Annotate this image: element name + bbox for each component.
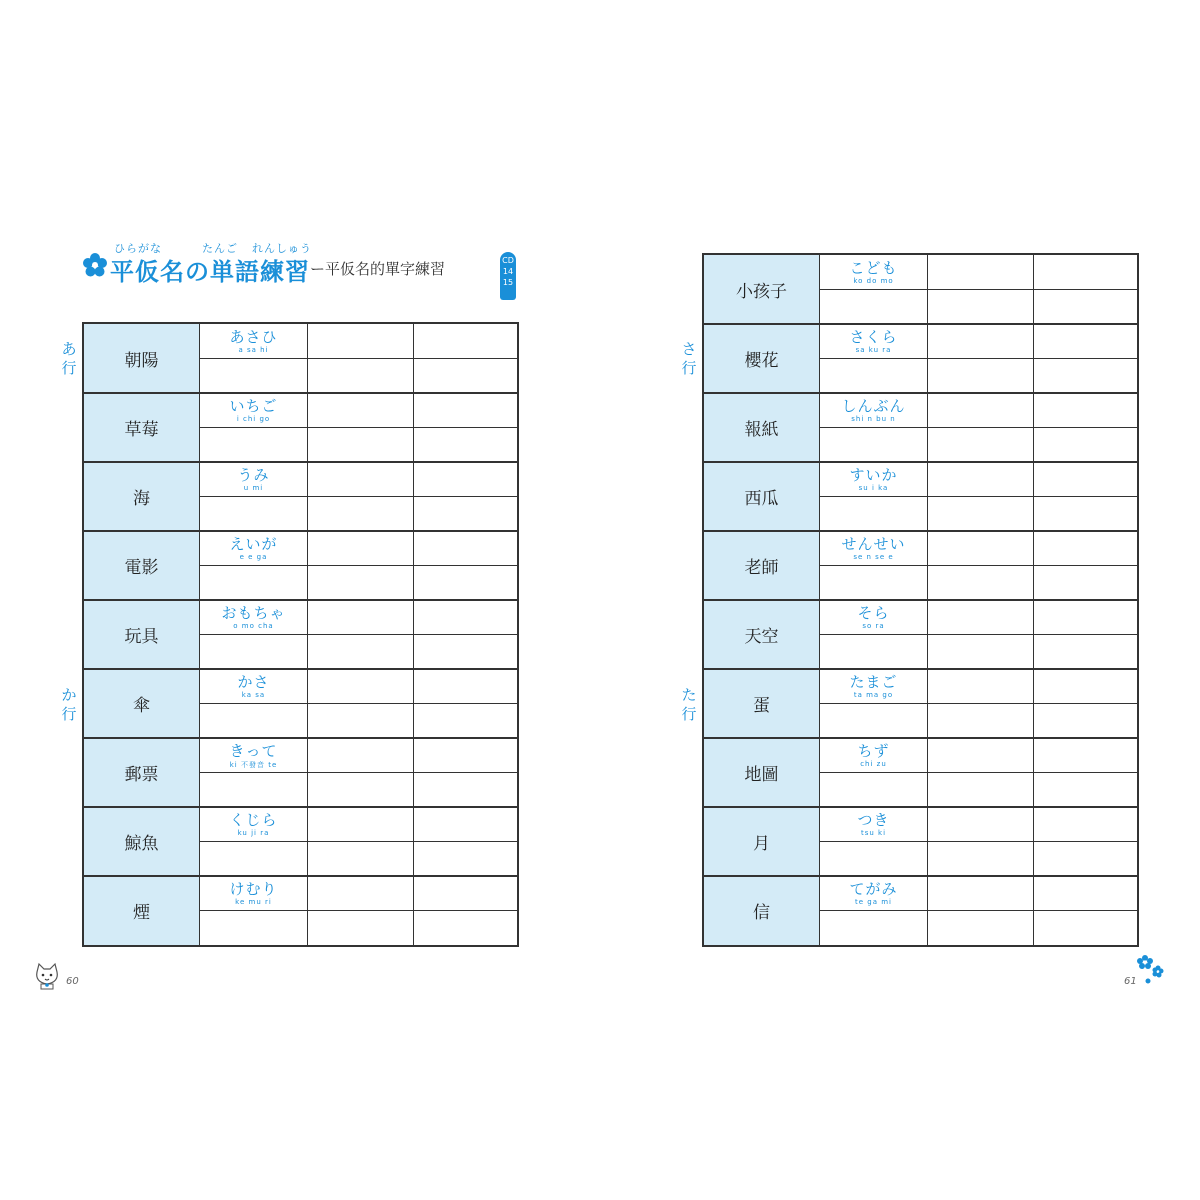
practice-column-divider bbox=[1033, 393, 1034, 462]
practice-column-divider bbox=[307, 324, 308, 393]
practice-column-divider bbox=[413, 669, 414, 738]
page-subtitle: ー平仮名的單字練習 bbox=[310, 260, 446, 278]
practice-column-divider bbox=[927, 324, 928, 393]
page-number-left: 60 bbox=[66, 976, 79, 987]
hiragana-reading: きって bbox=[229, 742, 278, 760]
practice-column-divider bbox=[1033, 807, 1034, 876]
hiragana-reading: ちず bbox=[857, 742, 890, 760]
kanji-word: 海 bbox=[84, 462, 200, 531]
practice-column-divider bbox=[1033, 738, 1034, 807]
page-title-block bbox=[82, 240, 522, 300]
flower-cluster-icon bbox=[1132, 952, 1166, 986]
practice-column-divider bbox=[1033, 669, 1034, 738]
romaji-reading: e e ga bbox=[239, 553, 268, 561]
kanji-word: 小孩子 bbox=[704, 255, 820, 324]
practice-column-divider bbox=[413, 600, 414, 669]
hiragana-reading: けむり bbox=[229, 880, 278, 898]
practice-column-divider bbox=[1033, 462, 1034, 531]
practice-column-divider bbox=[307, 669, 308, 738]
romaji-reading: u mi bbox=[243, 484, 264, 492]
vocab-row bbox=[84, 462, 517, 531]
hiragana-reading: えいが bbox=[229, 535, 278, 553]
vocab-row bbox=[84, 324, 517, 393]
romaji-reading: so ra bbox=[862, 622, 885, 630]
vocab-row bbox=[84, 393, 517, 462]
practice-column-divider bbox=[927, 393, 928, 462]
practice-column-divider bbox=[927, 462, 928, 531]
hiragana-reading: そら bbox=[857, 604, 890, 622]
writing-guide-line bbox=[820, 289, 1137, 290]
romaji-reading: ke mu ri bbox=[235, 898, 272, 906]
kanji-word: 報紙 bbox=[704, 393, 820, 462]
vocab-row bbox=[704, 393, 1137, 462]
kanji-word: 煙 bbox=[84, 876, 200, 945]
kanji-word: 地圖 bbox=[704, 738, 820, 807]
hiragana-reading: あさひ bbox=[229, 328, 278, 346]
writing-guide-line bbox=[820, 565, 1137, 566]
practice-column-divider bbox=[307, 738, 308, 807]
hiragana-reading: てがみ bbox=[849, 880, 898, 898]
kanji-word: 蛋 bbox=[704, 669, 820, 738]
kanji-word: 傘 bbox=[84, 669, 200, 738]
practice-column-divider bbox=[1033, 324, 1034, 393]
vocab-row bbox=[84, 531, 517, 600]
writing-guide-line bbox=[200, 841, 517, 842]
hiragana-reading: くじら bbox=[229, 811, 278, 829]
writing-guide-line bbox=[820, 703, 1137, 704]
row-divider-line bbox=[84, 461, 517, 463]
practice-column-divider bbox=[1033, 531, 1034, 600]
flower-icon bbox=[82, 252, 108, 278]
hiragana-reading: うみ bbox=[237, 466, 270, 484]
romaji-reading: o mo cha bbox=[233, 622, 274, 630]
hiragana-reading: すいか bbox=[849, 466, 898, 484]
writing-guide-line bbox=[820, 910, 1137, 911]
vocab-row bbox=[704, 255, 1137, 324]
title-ruby-tango: たんご bbox=[202, 242, 238, 255]
writing-guide-line bbox=[200, 358, 517, 359]
romaji-reading: su i ka bbox=[858, 484, 889, 492]
writing-guide-line bbox=[820, 634, 1137, 635]
kanji-word: 月 bbox=[704, 807, 820, 876]
romaji-reading: te ga mi bbox=[855, 898, 892, 906]
practice-column-divider bbox=[413, 393, 414, 462]
practice-column-divider bbox=[307, 531, 308, 600]
writing-guide-line bbox=[200, 703, 517, 704]
kanji-word: 電影 bbox=[84, 531, 200, 600]
vocab-row bbox=[84, 600, 517, 669]
cd-label: CD bbox=[502, 256, 514, 265]
row-divider-line bbox=[84, 392, 517, 394]
hiragana-reading: しんぶん bbox=[841, 397, 906, 415]
vocab-row bbox=[704, 600, 1137, 669]
romaji-reading: tsu ki bbox=[860, 829, 887, 837]
practice-column-divider bbox=[927, 600, 928, 669]
vocab-row bbox=[704, 669, 1137, 738]
group-divider-line bbox=[704, 668, 1137, 670]
vocab-row bbox=[84, 738, 517, 807]
practice-column-divider bbox=[927, 738, 928, 807]
hiragana-reading: いちご bbox=[229, 397, 278, 415]
romaji-reading: sa ku ra bbox=[855, 346, 892, 354]
kanji-word: 草莓 bbox=[84, 393, 200, 462]
row-divider-line bbox=[704, 461, 1137, 463]
hiragana-reading: せんせい bbox=[841, 535, 906, 553]
practice-column-divider bbox=[413, 876, 414, 945]
group-label-a: あ 行 bbox=[61, 340, 77, 377]
kanji-word: 西瓜 bbox=[704, 462, 820, 531]
practice-column-divider bbox=[413, 462, 414, 531]
cd-track-number: 15 bbox=[502, 278, 514, 287]
title-ruby-renshuu: れんしゅう bbox=[252, 242, 312, 255]
writing-guide-line bbox=[200, 772, 517, 773]
group-label-sa: さ 行 bbox=[681, 340, 697, 377]
row-divider-line bbox=[704, 392, 1137, 394]
row-divider-line bbox=[84, 875, 517, 877]
cat-mascot-icon bbox=[32, 960, 62, 990]
practice-column-divider bbox=[927, 807, 928, 876]
group-label-ta: た 行 bbox=[681, 686, 697, 723]
hiragana-reading: こども bbox=[849, 259, 898, 277]
practice-column-divider bbox=[413, 738, 414, 807]
writing-guide-line bbox=[820, 841, 1137, 842]
practice-column-divider bbox=[413, 531, 414, 600]
hiragana-reading: さくら bbox=[849, 328, 898, 346]
writing-guide-line bbox=[200, 910, 517, 911]
practice-column-divider bbox=[1033, 876, 1034, 945]
romaji-reading: shi n bu n bbox=[851, 415, 896, 423]
writing-guide-line bbox=[200, 634, 517, 635]
vocab-row bbox=[704, 738, 1137, 807]
hiragana-reading: たまご bbox=[849, 673, 898, 691]
writing-guide-line bbox=[200, 427, 517, 428]
row-divider-line bbox=[704, 737, 1137, 739]
vocab-row bbox=[704, 462, 1137, 531]
hiragana-reading: つき bbox=[857, 811, 890, 829]
practice-column-divider bbox=[307, 807, 308, 876]
vocab-row bbox=[84, 669, 517, 738]
practice-column-divider bbox=[307, 462, 308, 531]
romaji-reading: a sa hi bbox=[238, 346, 269, 354]
kanji-word: 信 bbox=[704, 876, 820, 945]
vocab-row bbox=[704, 531, 1137, 600]
row-divider-line bbox=[704, 875, 1137, 877]
cd-track-badge bbox=[500, 252, 516, 300]
vocab-row bbox=[704, 324, 1137, 393]
cd-track-number: 14 bbox=[502, 267, 514, 276]
page-number-right: 61 bbox=[1124, 976, 1137, 987]
practice-column-divider bbox=[413, 807, 414, 876]
writing-guide-line bbox=[200, 496, 517, 497]
row-divider-line bbox=[84, 599, 517, 601]
practice-column-divider bbox=[307, 393, 308, 462]
practice-column-divider bbox=[1033, 255, 1034, 324]
romaji-reading: i chi go bbox=[236, 415, 271, 423]
writing-guide-line bbox=[820, 358, 1137, 359]
kanji-word: 天空 bbox=[704, 600, 820, 669]
row-divider-line bbox=[704, 806, 1137, 808]
writing-guide-line bbox=[820, 772, 1137, 773]
writing-guide-line bbox=[820, 427, 1137, 428]
row-divider-line bbox=[704, 599, 1137, 601]
title-ruby-hiragana: ひらがな bbox=[114, 242, 162, 255]
practice-column-divider bbox=[927, 255, 928, 324]
kanji-word: 郵票 bbox=[84, 738, 200, 807]
group-divider-line bbox=[704, 323, 1137, 325]
romaji-reading: se n se e bbox=[853, 553, 894, 561]
vocab-row bbox=[704, 807, 1137, 876]
vocab-row bbox=[84, 876, 517, 945]
practice-column-divider bbox=[927, 531, 928, 600]
kanji-word: 玩具 bbox=[84, 600, 200, 669]
row-divider-line bbox=[84, 530, 517, 532]
kanji-word: 朝陽 bbox=[84, 324, 200, 393]
practice-column-divider bbox=[413, 324, 414, 393]
kanji-word: 老師 bbox=[704, 531, 820, 600]
practice-column-divider bbox=[1033, 600, 1034, 669]
hiragana-reading: かさ bbox=[237, 673, 270, 691]
practice-column-divider bbox=[927, 876, 928, 945]
hiragana-reading: おもちゃ bbox=[221, 604, 286, 622]
row-divider-line bbox=[84, 806, 517, 808]
romaji-reading: ka sa bbox=[241, 691, 266, 699]
writing-guide-line bbox=[820, 496, 1137, 497]
vocab-practice-table-left bbox=[82, 322, 519, 947]
row-divider-line bbox=[84, 737, 517, 739]
vocab-practice-table-right bbox=[702, 253, 1139, 947]
romaji-reading: ko do mo bbox=[853, 277, 894, 285]
romaji-reading: ki 不發音 te bbox=[229, 761, 278, 769]
kanji-word: 鯨魚 bbox=[84, 807, 200, 876]
group-divider-line bbox=[84, 668, 517, 670]
vocab-row bbox=[704, 876, 1137, 945]
romaji-reading: ku ji ra bbox=[237, 829, 270, 837]
writing-guide-line bbox=[200, 565, 517, 566]
practice-column-divider bbox=[307, 876, 308, 945]
page-title: 平仮名の単語練習 bbox=[110, 258, 310, 286]
group-label-ka: か 行 bbox=[61, 686, 77, 723]
vocab-row bbox=[84, 807, 517, 876]
practice-column-divider bbox=[927, 669, 928, 738]
kanji-word: 櫻花 bbox=[704, 324, 820, 393]
row-divider-line bbox=[704, 530, 1137, 532]
romaji-reading: ta ma go bbox=[853, 691, 894, 699]
romaji-reading: chi zu bbox=[860, 760, 887, 768]
practice-column-divider bbox=[307, 600, 308, 669]
